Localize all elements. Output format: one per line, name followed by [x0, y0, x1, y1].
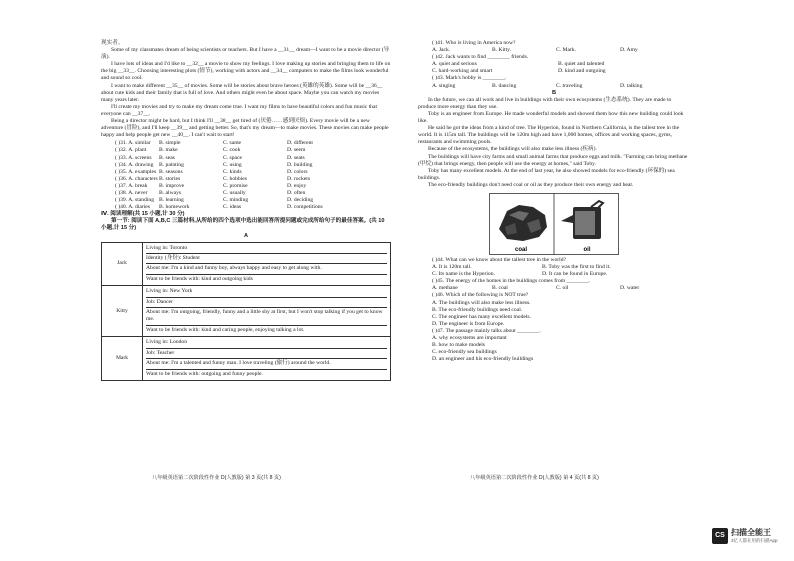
profile-line: Living in: Toronto: [146, 244, 387, 254]
question-44-options: A. It is 120m tall. B. Toby was the first to find it. C. Its name is the Hyperion. D. It can be found in Europe.: [432, 264, 611, 278]
intro-para-2: I have lots of ideas and I'd like to __32__ a movie to show my feelings. I love making up stories and bringing them to life on the big __33__. Choosing interesting plots (情节), working with actors and __34__ computers to make the films look wonderful and sound so cool.: [101, 61, 391, 82]
cloze-options: [101, 140, 391, 211]
watermark-subtitle: 3亿人都在用的扫描App: [731, 538, 778, 543]
section-iv-instructions: 第一节: 阅读下面 A,B,C 三篇材料,从所给的四个选项中选出能回答所提问题或完成所给句子的最佳答案。(共 10 小题,计 15 分): [101, 218, 385, 232]
question-46-option-d: D. The engineer is from Europe.: [432, 320, 505, 327]
intro-line-0: 现实者。: [101, 40, 124, 46]
oil-label: oil: [583, 246, 591, 253]
b-para-3: He said he got the ideas from a kind of tree. The Hyperion, found in Northern California, is the tallest tree in the world. It is 115m tall. The buildings will be 120m high and have 1,000 homes, offices and working spaces, gyms, restaurants and swimming pools.: [418, 125, 680, 146]
profile-row: [102, 286, 391, 337]
question-43-options: A. singing B. dancing C. traveling D. talking: [432, 82, 643, 89]
question-46-option-a: A. The buildings will also make less illness.: [432, 299, 531, 306]
question-46-option-c: C. The engineer has many excellent models.: [432, 313, 531, 320]
profile-line: Job: Teacher: [146, 349, 387, 359]
question-42-options: A. quiet and serious B. quiet and talented C. hard-working and smart D. kind and outgoing: [432, 61, 606, 75]
question-47-option-b: B. how to make models: [432, 342, 485, 349]
profile-name: Jack: [102, 242, 143, 286]
page-3-column: [101, 40, 391, 381]
question-46-option-b: B. The eco-friendly buildings need coal.: [432, 306, 523, 313]
profile-line: Living in: New York: [146, 287, 387, 297]
profile-line: Want to be friends with: kind and caring people, enjoying talking a lot.: [146, 326, 305, 333]
b-para-2: Toby is an engineer from Europe. He made wonderful models and showed them how this new building could look like.: [418, 110, 684, 125]
b-para-7: The eco-friendly buildings don't need coal or oil as they produce their own energy and heat.: [428, 181, 634, 188]
section-iv-title: Ⅳ. 阅读理解(共 15 小题,计 30 分): [101, 211, 185, 218]
b-para-4: Because of the ecosystems, the buildings will also make less illness (疾病).: [428, 146, 597, 153]
option-row-40: ( )40. A. diaries B. homework C. ideas D. competitions: [115, 204, 323, 211]
b-para-6: Toby has many excellent models. At the end of last year, he also showed models for eco-friendly (环保的) sea buildings.: [418, 167, 675, 181]
profile-row: [102, 242, 391, 286]
passage-b-label: B: [551, 89, 557, 96]
question-45-options: A. methane B. coal C. oil D. water: [432, 285, 640, 292]
option-row-37: ( )37. A. break B. improve C. promise D. enjoy: [115, 182, 307, 189]
question-42: ( )42. Jack wants to find ________ friends.: [432, 54, 529, 61]
profiles-table: [101, 242, 391, 381]
passage-a-label: A: [243, 232, 249, 239]
page-3-footer: 八年级英语第二次阶段性作业 D(人教版) 第 3 页(共 8 页): [152, 475, 281, 481]
question-44: ( )44. What can we know about the tallest tree in the world?: [432, 256, 566, 263]
option-row-32: ( )32. A. plant B. make C. cook D. seem: [115, 147, 306, 154]
option-row-36: ( )36. A. characters B. stories C. hobbies D. rockets: [115, 175, 310, 182]
option-row-39: ( )39. A. standing B. learning C. minding D. deciding: [115, 197, 314, 204]
camscanner-logo-icon: CS: [712, 528, 728, 544]
question-46: ( )46. Which of the following is NOT true?: [432, 292, 529, 299]
b-para-1: In the future, we can all work and live in buildings with their own ecosystems (生态系统). They are made to produce more energy than they use.: [418, 96, 672, 110]
intro-para-3: I want to make different __35__ of movies. Some will be stories about brave heroes (英雄的英雄). Some will be __36__ about cute kids and their family that is full of love. And others might even be about space. Maybe you can watch my movies many years later.: [101, 82, 383, 103]
b-para-5: The buildings will have city farms and small animal farms that produce eggs and milk. "Farming can bring methane (甲烷) that brings energy, then people will use the energy at homes," said Toby.: [418, 153, 688, 167]
option-row-35: ( )35. A. examples B. seasons C. kinds D. colors: [115, 168, 308, 175]
watermark-title: 扫描全能王: [731, 528, 771, 537]
intro-para-5: Being a director might be hard, but I think I'll __38__ get tired of (厌倦……感到厌烦). Every movie will be a new adventure (冒险), and I'll keep __39__ and getting better. So, that's my dream—to make movies. These movies can make people happy and help people get new __40__. I can't wait to start!: [101, 118, 389, 139]
coal-oil-illustration: [418, 193, 690, 255]
question-47-option-c: C. eco-friendly sea buildings: [432, 349, 497, 356]
profile-row: [102, 337, 391, 381]
profile-line: Want to be friends with: kind and outgoing kids: [146, 275, 253, 282]
profile-line: About me: I'm a talented and funny man. I love traveling (旅行) around the world.: [146, 359, 387, 369]
question-41-options: A. Jack. B. Kitty. C. Mark. D. Amy: [432, 47, 638, 54]
profile-line: Want to be friends with: outgoing and funny people.: [146, 370, 263, 377]
profile-name: Kitty: [102, 286, 143, 337]
question-41: ( )41. Who is living in America now?: [432, 40, 516, 46]
coal-label: coal: [514, 246, 528, 253]
coal-oil-image: [489, 193, 619, 255]
option-row-33: ( )33. A. screens B. seas C. space D. seats: [115, 154, 305, 161]
intro-para-1: Some of my classmates dream of being scientists or teachers. But I have a __31__ dream—I want to be a movie director (导演).: [101, 47, 390, 61]
profile-line: Identity (身份): Student: [146, 254, 387, 264]
option-row-38: ( )38. A. never B. always C. usually D. often: [115, 189, 306, 196]
camscanner-watermark: [712, 527, 778, 544]
question-47: ( )47. The passage mainly talks about ________.: [432, 327, 541, 334]
question-43: ( )43. Mark's hobby is ________.: [432, 75, 507, 82]
option-row-31: ( )31. A. similar B. simple C. same D. different: [115, 140, 313, 147]
profile-line: About me: I'm a kind and funny boy, always happy and easy to get along with.: [146, 264, 387, 274]
profile-line: About me: I'm outgoing, friendly, funny and a little shy at first, but I won't stop talking if you get to know me.: [146, 308, 387, 326]
intro-para-4: I'll create my movies and try to make my dream come true. I want my films to have beautiful colors and fun music that everyone can __37__.: [101, 103, 378, 117]
question-45: ( )45. The energy of the homes in the buildings comes from ________.: [432, 278, 591, 285]
question-47-option-d: D. an engineer and his eco-friendly buildings: [432, 356, 534, 363]
page-4-footer: 八年级英语第二次阶段性作业 D(人教版) 第 4 页(共 8 页): [470, 475, 599, 481]
option-row-34: ( )34. A. drawing B. painting C. using D. building: [115, 161, 313, 168]
profile-line: Living in: London: [146, 338, 387, 348]
profile-name: Mark: [102, 337, 143, 381]
page-4-column: [418, 40, 690, 363]
question-47-option-a: A. why ecosystems are important: [432, 335, 507, 341]
profile-line: Job: Dancer: [146, 298, 387, 308]
